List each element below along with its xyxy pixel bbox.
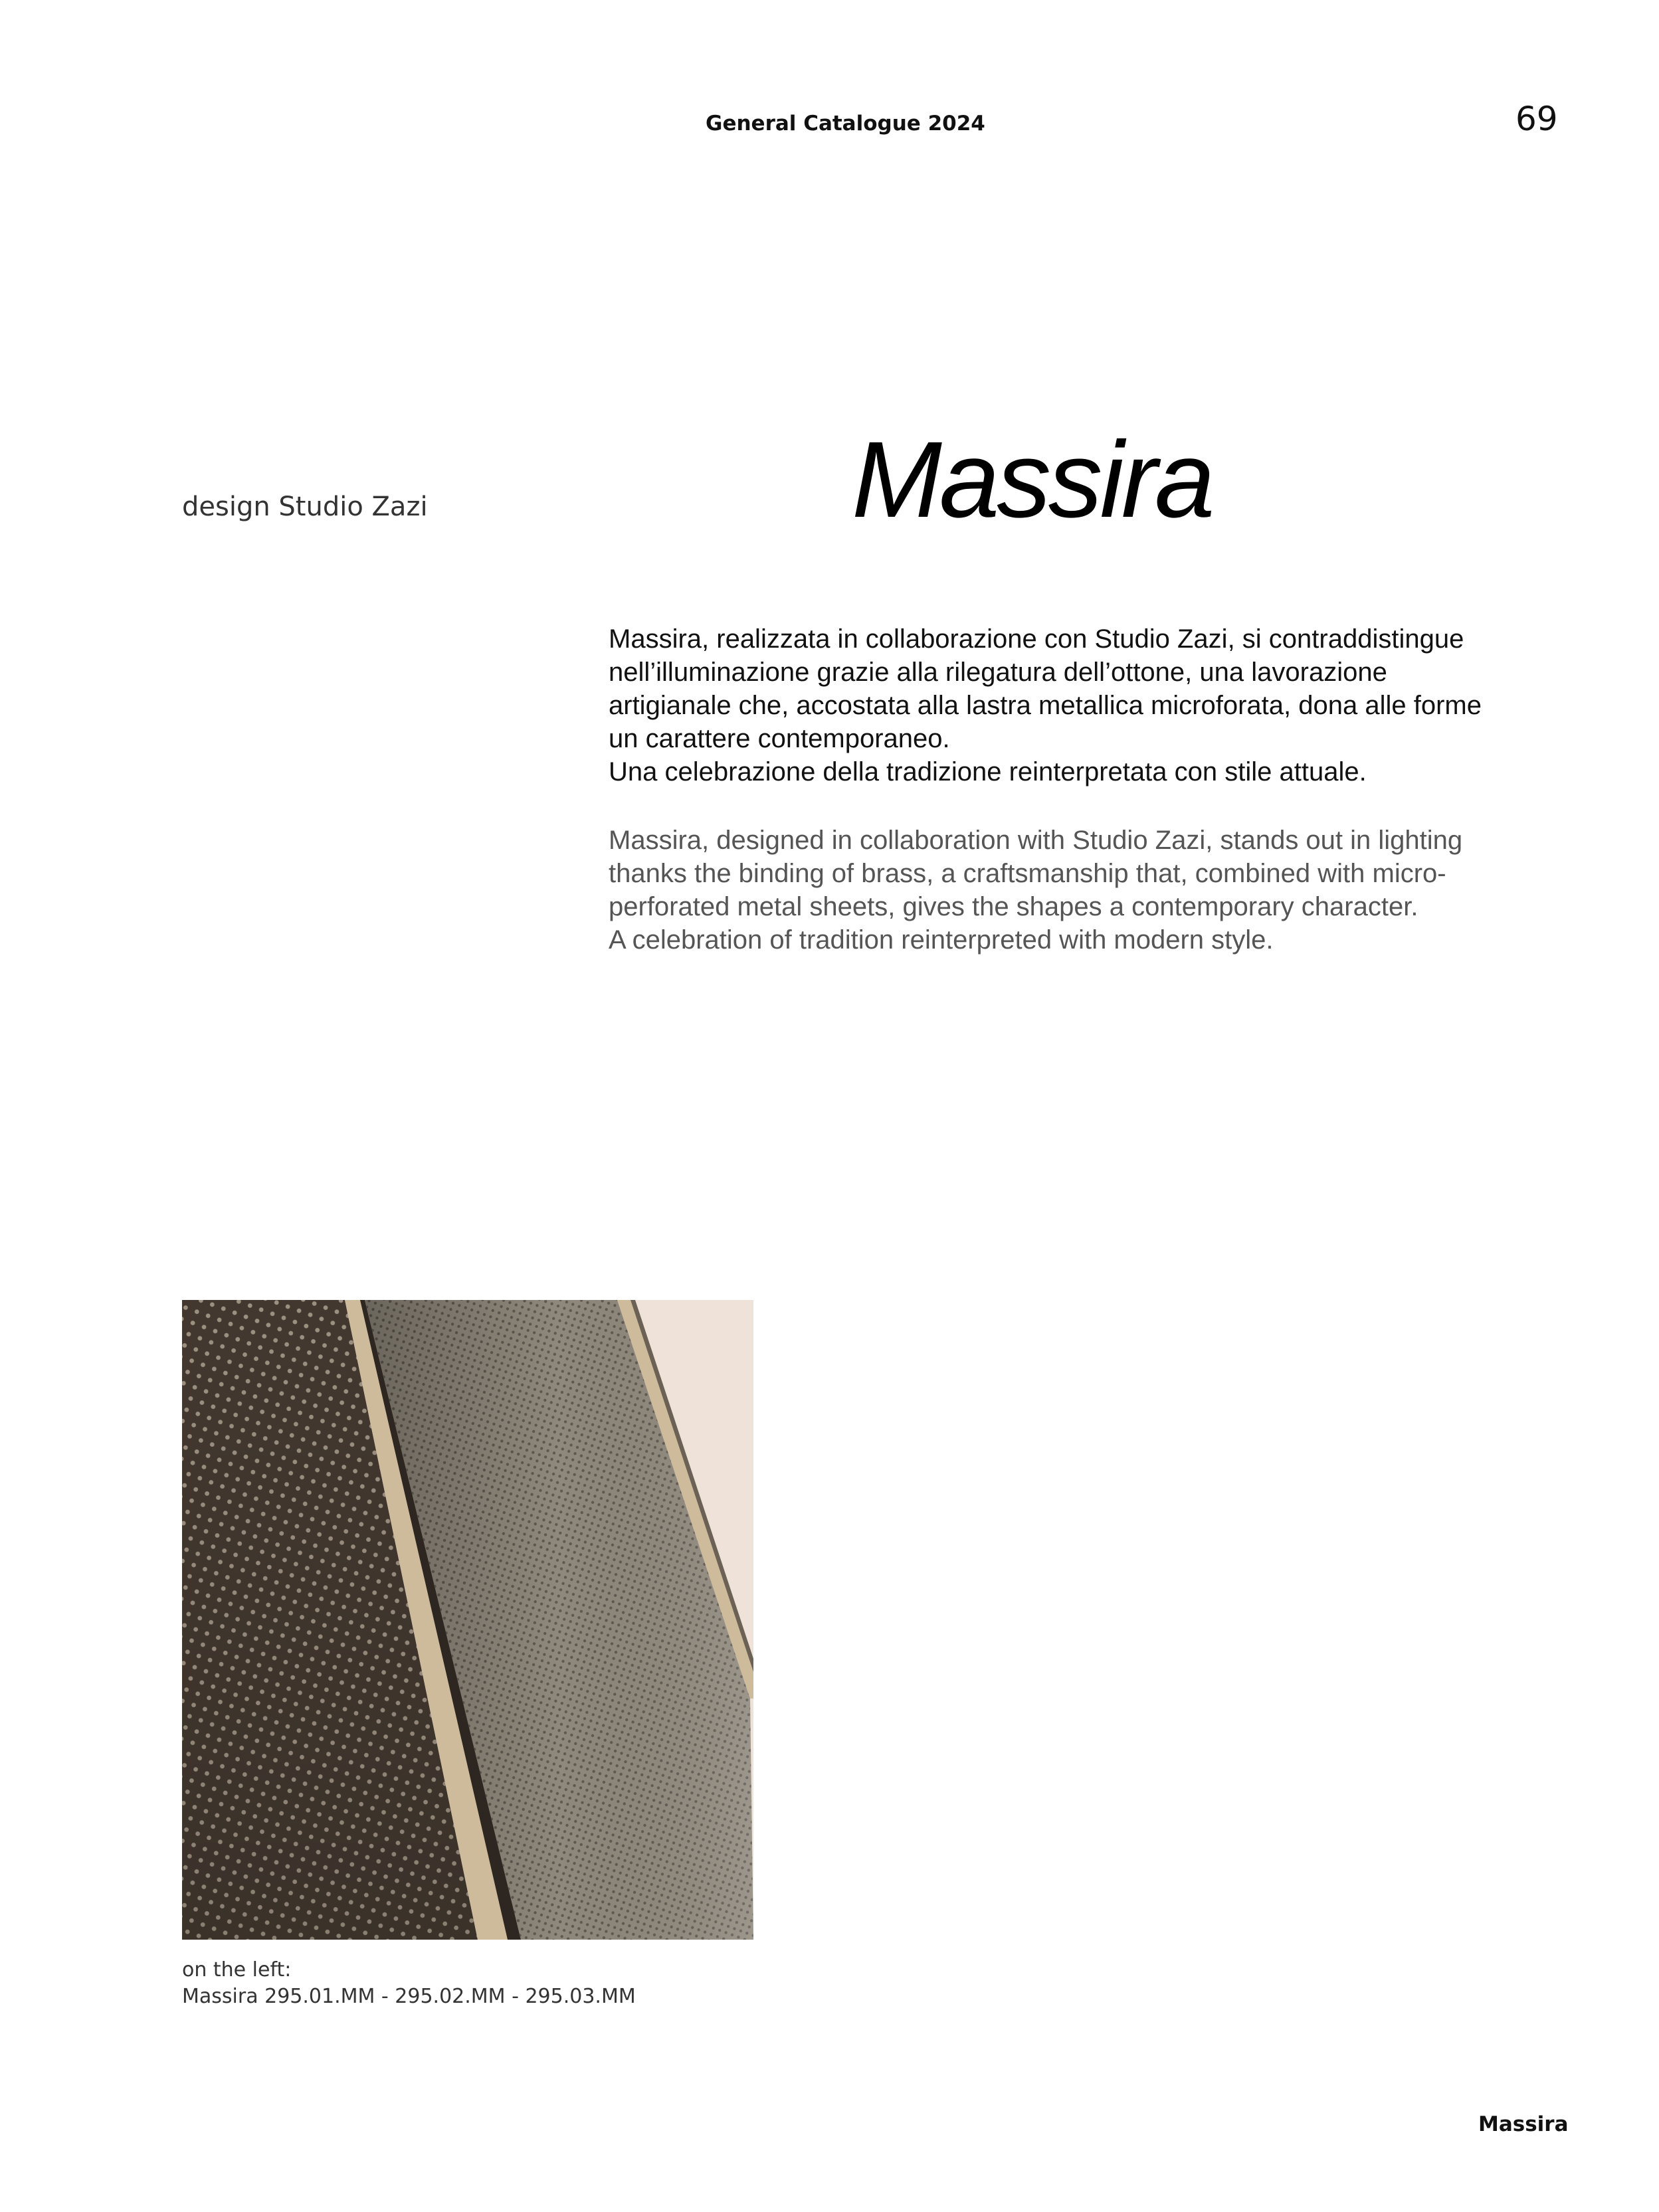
description-italian-line: nell’illuminazione grazie alla rilegatura dell’ottone, una lavorazione bbox=[609, 658, 1387, 687]
caption-product-codes: Massira 295.01.MM - 295.02.MM - 295.03.MM bbox=[182, 1985, 636, 2008]
description-english-line: A celebration of tradition reinterpreted with modern style. bbox=[609, 925, 1274, 955]
description-italian bbox=[609, 622, 1552, 788]
description-italian-line: Una celebrazione della tradizione reinterpretata con stile attuale. bbox=[609, 757, 1367, 786]
page-number: 69 bbox=[1515, 100, 1558, 138]
caption-line: on the left: bbox=[182, 1958, 292, 1982]
description-english bbox=[609, 824, 1552, 957]
description-english-line: perforated metal sheets, gives the shapes a contemporary character. bbox=[609, 892, 1418, 921]
product-detail-photo bbox=[182, 1300, 753, 1940]
description-italian-line: un carattere contemporaneo. bbox=[609, 724, 950, 753]
description-english-line: Massira, designed in collaboration with Studio Zazi, stands out in lighting bbox=[609, 826, 1463, 855]
description-english-line: thanks the binding of brass, a craftsmanship that, combined with micro- bbox=[609, 859, 1446, 888]
description-italian-line: Massira, realizzata in collaborazione con Studio Zazi, si contraddistingue bbox=[609, 624, 1464, 654]
product-title: Massira bbox=[852, 418, 1213, 540]
description-italian-line: artigianale che, accostata alla lastra metallica microforata, dona alle forme bbox=[609, 691, 1482, 720]
photo-caption bbox=[182, 1957, 636, 2010]
designer-credit: design Studio Zazi bbox=[182, 492, 428, 522]
footer-section-label: Massira bbox=[1478, 2112, 1569, 2136]
catalogue-title: General Catalogue 2024 bbox=[706, 112, 985, 136]
